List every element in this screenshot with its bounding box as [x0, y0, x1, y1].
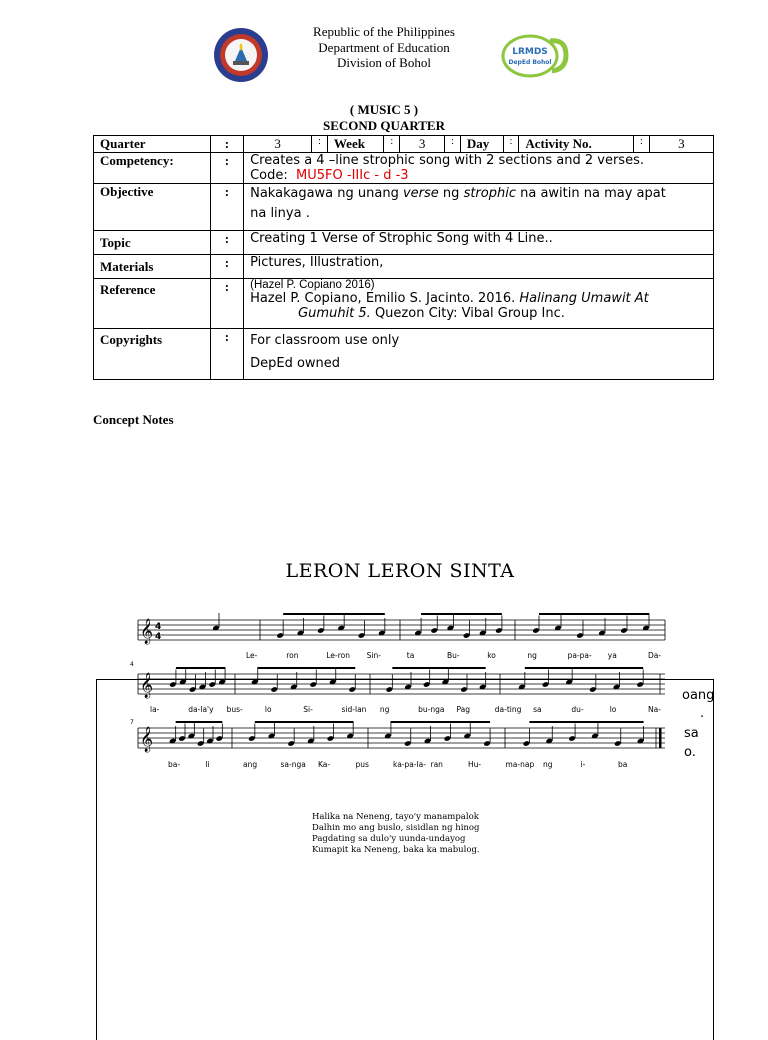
lyric-syllable: Pag: [456, 705, 471, 714]
competency-cell: [244, 153, 714, 184]
measure-number: 4: [130, 661, 134, 668]
lesson-info-table: [93, 135, 714, 380]
treble-clef-icon: 𝄞: [140, 727, 154, 752]
topic-label: Topic: [94, 231, 211, 255]
lyric-syllable: pa-pa-: [567, 651, 592, 660]
quarter-value: 3: [244, 136, 312, 153]
colon: :: [210, 153, 243, 184]
lyric-syllable: sa: [533, 705, 542, 714]
lyric-syllable: bu-nga: [418, 705, 445, 714]
time-signature-icon: 4: [155, 622, 162, 632]
lyric-syllable: i-: [580, 760, 586, 769]
cut-text-fragment: .: [700, 706, 705, 721]
colon: :: [210, 136, 243, 153]
lrmds-subtext: DepEd Bohol: [508, 59, 552, 66]
quarter-title: SECOND QUARTER: [323, 118, 445, 133]
lyric-syllable: ran: [430, 760, 443, 769]
measure-number: 7: [130, 719, 134, 726]
subject-title: ( MUSIC 5 ): [349, 102, 419, 117]
final-barline: [659, 728, 662, 748]
lyric-syllable: ba-: [168, 760, 181, 769]
competency-label: Competency:: [94, 153, 211, 184]
week-value: 3: [400, 136, 445, 153]
quarter-label: Quarter: [94, 136, 211, 153]
lyric-syllable: ka-pa-la-: [393, 760, 426, 769]
lyric-syllable: lo: [264, 705, 272, 714]
lyric-syllable: pus: [355, 760, 369, 769]
lyric-syllable: la-: [150, 705, 160, 714]
deped-seal-logo: [213, 27, 269, 83]
lyric-syllable: ta: [406, 651, 415, 660]
verse-line: Kumapit ka Neneng, baka ka mabulog.: [312, 845, 480, 855]
materials-row: [94, 255, 714, 279]
concept-notes-heading: Concept Notes: [93, 412, 174, 427]
week-label: Week: [327, 136, 383, 153]
lyric-syllable: sa-nga: [280, 760, 306, 769]
lyric-syllable: ma-nap: [505, 760, 535, 769]
colon: :: [503, 136, 519, 153]
colon: :: [445, 136, 461, 153]
code-value: MU5FO -IIIc - d -3: [296, 168, 409, 183]
lyric-syllable: sid-lan: [341, 705, 367, 714]
lyric-syllable: da-la'y: [188, 705, 214, 714]
lyric-syllable: Le-: [246, 651, 258, 660]
copyrights-row: [94, 329, 714, 380]
lyric-syllable: Sin-: [366, 651, 381, 660]
header-text: [0, 24, 768, 71]
lyric-syllable: da-ting: [494, 705, 522, 714]
objective-label: Objective: [94, 184, 211, 231]
lyric-syllable: bus-: [226, 705, 243, 714]
lyrics-line-3: [168, 760, 627, 769]
topic-row: [94, 231, 714, 255]
colon: :: [384, 136, 400, 153]
materials-text: Pictures, Illustration,: [244, 255, 714, 279]
copyrights-cell: [244, 329, 714, 380]
lyric-syllable: lo: [609, 705, 617, 714]
materials-label: Materials: [94, 255, 211, 279]
colon: :: [210, 255, 243, 279]
copyrights-line-1: For classroom use only: [250, 333, 400, 348]
lyrics-line-2: [150, 705, 661, 714]
lyric-syllable: ba: [618, 760, 628, 769]
colon: :: [210, 329, 243, 380]
lyric-syllable: ng: [379, 705, 390, 714]
quarter-row: [94, 136, 714, 153]
competency-row: [94, 153, 714, 184]
header-line-2: Department of Education: [318, 39, 450, 55]
lyrics-line-1: [246, 651, 661, 660]
cut-text-fragment: oang: [682, 688, 715, 703]
code-label: Code:: [250, 168, 288, 183]
lrmds-text: LRMDS: [512, 47, 548, 57]
activity-value: 3: [649, 136, 713, 153]
header-line-3: Division of Bohol: [337, 55, 431, 70]
objective-row: [94, 184, 714, 231]
colon: :: [210, 231, 243, 255]
lyric-syllable: ko: [487, 651, 496, 660]
day-label: Day: [460, 136, 503, 153]
verse-line: Pagdating sa dulo'y uunda-undayog: [312, 834, 466, 844]
colon: :: [634, 136, 650, 153]
lyric-syllable: Bu-: [447, 651, 460, 660]
treble-clef-icon: 𝄞: [140, 619, 154, 644]
competency-text: Creates a 4 –line strophic song with 2 sections and 2 verses.: [250, 153, 644, 168]
song-title: LERON LERON SINTA: [285, 560, 515, 582]
topic-text: Creating 1 Verse of Strophic Song with 4 Line..: [244, 231, 714, 255]
copyrights-label: Copyrights: [94, 329, 211, 380]
lyric-syllable: Si-: [303, 705, 313, 714]
lyric-syllable: ng: [527, 651, 537, 660]
colon: :: [312, 136, 328, 153]
reference-short: (Hazel P. Copiano 2016): [250, 279, 375, 291]
copyrights-line-2: DepEd owned: [250, 356, 341, 371]
lyric-syllable: du-: [571, 705, 584, 714]
lyric-syllable: ang: [243, 760, 258, 769]
activity-label: Activity No.: [519, 136, 634, 153]
second-verse: [312, 812, 480, 856]
lyric-syllable: ron: [286, 651, 299, 660]
lyric-syllable: Hu-: [468, 760, 482, 769]
verse-line: Dalhin mo ang buslo, sisidlan ng hinog: [312, 823, 480, 833]
lyric-syllable: li: [205, 760, 210, 769]
lyric-syllable: ng: [543, 760, 553, 769]
colon: :: [210, 184, 243, 231]
lyric-syllable: Ka-: [318, 760, 331, 769]
reference-cell: (Hazel P. Copiano 2016) Hazel P. Copiano, Emilio S. Jacinto. 2016. Halinang Umawit At Gumuhit 5. Quezon City: Vibal Group Inc.: [244, 279, 714, 329]
objective-cell: Nakakagawa ng unang verse ng strophic na awitin na may apat na linya .: [244, 184, 714, 231]
treble-clef-icon: 𝄞: [140, 673, 154, 698]
reference-label: Reference: [94, 279, 211, 329]
colon: :: [210, 279, 243, 329]
cut-text-fragment: o.: [684, 745, 696, 760]
verse-line: Halika na Neneng, tayo'y manampalok: [312, 812, 479, 822]
lyric-syllable: Na-: [648, 705, 661, 714]
time-signature-icon: 4: [155, 632, 162, 642]
sheet-music: [120, 610, 680, 775]
lyric-syllable: Le-ron: [326, 651, 351, 660]
lyric-syllable: Da-: [648, 651, 662, 660]
lyric-syllable: ya: [607, 651, 617, 660]
reference-row: [94, 279, 714, 329]
header-line-1: Republic of the Philippines: [313, 24, 455, 39]
cut-text-fragment: sa: [684, 726, 699, 741]
lrmds-logo: [500, 33, 572, 79]
